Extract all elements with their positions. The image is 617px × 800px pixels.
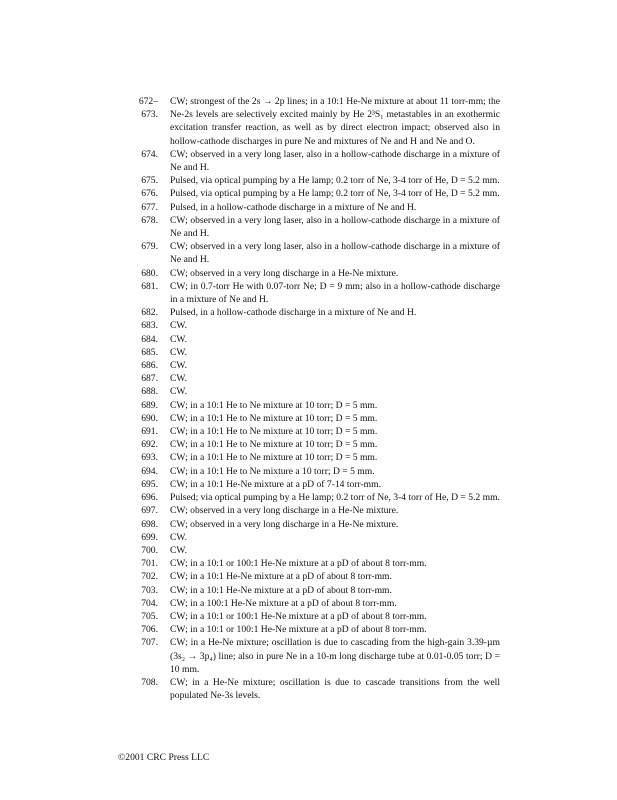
note-item [118,385,500,398]
note-item [118,359,500,372]
note-number: 688. [141,386,158,398]
note-item [118,372,500,385]
note-text: CW; in a 10:1 He to Ne mixture a 10 torr; D = 5 mm. [170,465,375,477]
note-number: 680. [141,267,158,279]
note-text: Pulsed, in a hollow-cathode discharge in a mixture of Ne and H. [170,307,417,319]
note-item [118,451,500,464]
note-text: CW; observed in a very long laser, also in a hollow-cathode discharge in a mixture of Ne and H. [170,148,500,174]
note-text: CW; observed in a very long laser, also in a hollow-cathode discharge in a mixture of Ne and H. [170,214,500,240]
note-item [118,333,500,346]
note-item [118,557,500,570]
note-text: CW; observed in a very long discharge in a He-Ne mixture. [170,518,399,530]
note-text: CW; in a 10:1 He to Ne mixture at 10 torr; D = 5 mm. [170,399,378,411]
note-number: 702. [141,571,158,583]
note-item [118,610,500,623]
note-text: CW; in a 10:1 He to Ne mixture at 10 torr; D = 5 mm. [170,426,378,438]
note-number: 674. [141,148,158,160]
note-item [118,584,500,597]
note-number: 700. [141,544,158,556]
note-item [118,465,500,478]
note-text: CW; in a 10:1 or 100:1 He-Ne mixture at a pD of about 8 torr-mm. [170,610,427,622]
copyright-footer: ©2001 CRC Press LLC [118,752,210,763]
note-item [118,267,500,280]
note-number: 685. [141,346,158,358]
note-number: 693. [141,452,158,464]
note-text: CW. [170,360,187,372]
note-item [118,412,500,425]
note-item [118,438,500,451]
note-item [118,491,500,504]
note-item [118,676,500,702]
note-item [118,306,500,319]
note-number: 686. [141,360,158,372]
note-item [118,346,500,359]
note-text: CW; in a 10:1 or 100:1 He-Ne mixture at a pD of about 8 torr-mm. [170,558,427,570]
note-number: 701. [141,558,158,570]
note-text: CW. [170,544,187,556]
note-text: CW; in a 100:1 He-Ne mixture at a pD of about 8 torr-mm. [170,597,397,609]
note-number: 705. [141,610,158,622]
note-item [118,95,500,148]
note-text: CW; in a 10:1 He to Ne mixture at 10 torr; D = 5 mm. [170,412,378,424]
note-number: 694. [141,465,158,477]
note-item [118,399,500,412]
note-item [118,478,500,491]
note-number: 675. [141,175,158,187]
note-text: CW. [170,333,187,345]
note-number: 707. [141,637,158,649]
note-text: CW; in a He-Ne mixture; oscillation is due to cascade transitions from the well populated Ne-3s levels. [170,676,500,702]
note-number: 684. [141,333,158,345]
note-number: 690. [141,412,158,424]
note-text: CW; observed in a very long laser, also in a hollow-cathode discharge in a mixture of Ne and H. [170,241,500,266]
note-text: CW; in a 10:1 He-Ne mixture at a pD of 7-14 torr-mm. [170,478,381,490]
note-item [118,214,500,240]
note-number: 677. [141,201,158,213]
note-item [118,518,500,531]
note-number: 708. [141,676,158,688]
note-item [118,148,500,174]
note-number: 691. [141,426,158,438]
note-number: 696. [141,492,158,504]
note-text: CW; in a 10:1 or 100:1 He-Ne mixture at a pD of about 8 torr-mm. [170,624,427,636]
note-item [118,425,500,438]
note-text: CW; strongest of the 2s → 2p lines; in a 10:1 He-Ne mixture at about 11 torr-mm; the Ne-2s levels are selectively excited mainly by He 2³S₁ metastables in an exothermic excitation transfer reaction, as well as by direct electron impact; observed also in hollow-cathode discharges in pure Ne and mixtures of Ne and H and Ne and O. [170,96,500,147]
note-item [118,174,500,187]
note-item [118,623,500,636]
note-text: CW; in a 10:1 He-Ne mixture at a pD of about 8 torr-mm. [170,571,392,583]
note-number: 681. [141,280,158,292]
note-text: CW; observed in a very long discharge in a He-Ne mixture. [170,267,399,279]
note-item [118,636,500,676]
note-text: CW; in a 10:1 He to Ne mixture at 10 torr; D = 5 mm. [170,439,378,451]
note-item [118,280,500,306]
note-text: CW. [170,320,187,332]
note-text: Pulsed, via optical pumping by a He lamp; 0.2 torr of Ne, 3-4 torr of He, D = 5.2 mm. [170,175,500,187]
note-number: 704. [141,597,158,609]
note-number: 679. [141,241,158,253]
note-number: 689. [141,399,158,411]
note-number: 706. [141,624,158,636]
note-number: 676. [141,188,158,200]
note-text: CW. [170,346,187,358]
note-text: CW; observed in a very long discharge in a He-Ne mixture. [170,505,399,517]
note-number: 687. [141,373,158,385]
note-text: CW. [170,531,187,543]
note-number: 672– 673. [138,96,158,121]
note-number: 678. [141,214,158,226]
note-number: 682. [141,307,158,319]
note-number: 703. [141,584,158,596]
note-item [118,504,500,517]
note-item [118,531,500,544]
note-number: 698. [141,518,158,530]
note-text: CW; in a 10:1 He-Ne mixture at a pD of about 8 torr-mm. [170,584,392,596]
note-text: CW. [170,386,187,398]
note-item [118,187,500,200]
note-text: CW; in a 10:1 He to Ne mixture at 10 torr; D = 5 mm. [170,452,378,464]
note-number: 697. [141,505,158,517]
note-text: Pulsed, via optical pumping by a He lamp; 0.2 torr of Ne, 3-4 torr of He, D = 5.2 mm. [170,188,500,200]
note-text: Pulsed, in a hollow-cathode discharge in a mixture of Ne and H. [170,201,417,213]
note-text: CW; in 0.7-torr He with 0.07-torr Ne; D = 9 mm; also in a hollow-cathode discharge in a mixture of Ne and H. [170,280,500,306]
note-item [118,240,500,266]
note-item [118,597,500,610]
note-number: 692. [141,439,158,451]
note-text: CW; in a He-Ne mixture; oscillation is due to cascading from the high-gain 3.39-µm (3s₂ → 3p₄) line; also in pure Ne in a 10-m long discharge tube at 0.01-0.05 torr; D = 10 mm. [170,637,500,675]
note-number: 683. [141,320,158,332]
footnote-list [118,95,500,702]
note-item [118,544,500,557]
note-text: Pulsed; via optical pumping by a He lamp; 0.2 torr of Ne, 3-4 torr of He, D = 5.2 mm. [170,492,500,504]
note-text: CW. [170,373,187,385]
note-item [118,570,500,583]
note-item [118,319,500,332]
note-item [118,201,500,214]
note-number: 699. [141,531,158,543]
note-number: 695. [141,478,158,490]
